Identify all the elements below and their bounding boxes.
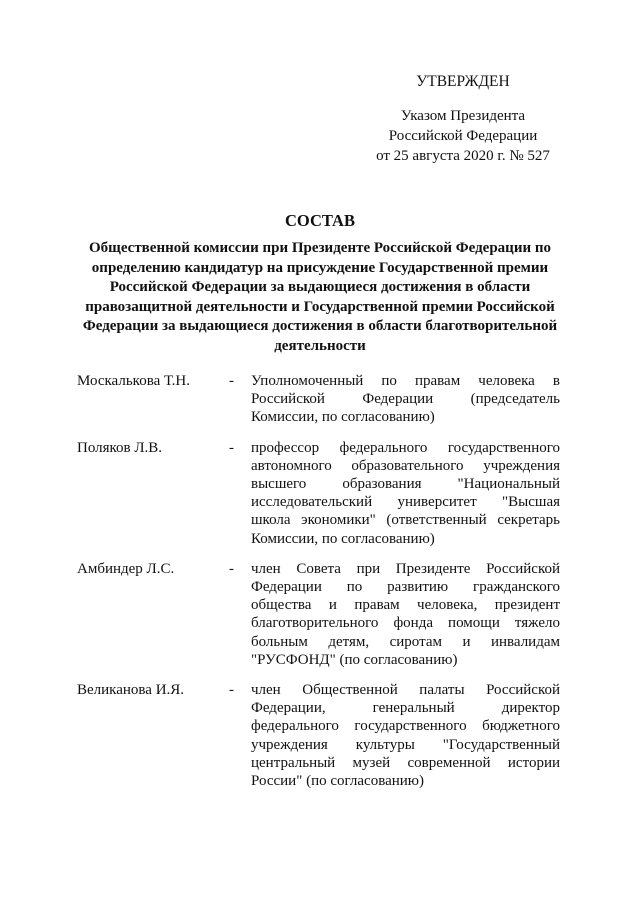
member-description: член Общественной палаты Российской Федерации, генеральный директор федерального государственного бюджетного учреждения культуры "Государственный центральный музей современной истории России" (по согласованию) xyxy=(251,682,560,790)
document-subtitle: Общественной комиссии при Президенте Российской Федерации по определению кандидатур на присуждение Государственной премии Российской Федерации за выдающиеся достижения в области правозащитной деятельности и Государственной премии Российской Федерации за выдающиеся достижения в области благотворительной деятельности xyxy=(82,240,558,354)
member-description: профессор федерального государственного автономного образовательного учреждения высшего образования "Национальный исследовательский университет "Высшая школа экономики" (ответственный секретарь Комиссии, по согласованию) xyxy=(251,439,560,547)
approval-date-line: от 25 августа 2020 г. № 527 xyxy=(376,148,550,164)
member-dash: - xyxy=(229,439,234,456)
approval-block xyxy=(352,72,574,166)
member-description: член Совета при Президенте Российской Федерации по развитию гражданского общества и правам человека, президент благотворительного фонда помощи тяжело больным детям, сиротам и инвалидам "РУСФОНД" (по согласованию) xyxy=(251,560,560,668)
member-name: Великанова И.Я. xyxy=(77,682,185,699)
member-list xyxy=(0,372,640,802)
member-entry xyxy=(0,560,640,669)
approval-country-line: Российской Федерации xyxy=(388,128,538,144)
member-dash: - xyxy=(229,682,234,699)
document-heading xyxy=(70,211,570,357)
member-entry xyxy=(0,439,640,548)
member-name: Поляков Л.В. xyxy=(77,439,163,456)
approval-stamp: УТВЕРЖДЕН xyxy=(416,73,510,90)
document-title: СОСТАВ xyxy=(285,211,355,230)
member-name: Москалькова Т.Н. xyxy=(77,373,190,389)
member-name: Амбиндер Л.С. xyxy=(77,560,175,577)
member-description: Уполномоченный по правам человека в Российской Федерации (председатель Комиссии, по согласованию) xyxy=(251,373,560,426)
approval-decree-line: Указом Президента xyxy=(400,108,526,124)
member-entry xyxy=(0,372,640,427)
member-dash: - xyxy=(229,373,234,389)
member-entry xyxy=(0,681,640,790)
member-dash: - xyxy=(229,560,234,577)
